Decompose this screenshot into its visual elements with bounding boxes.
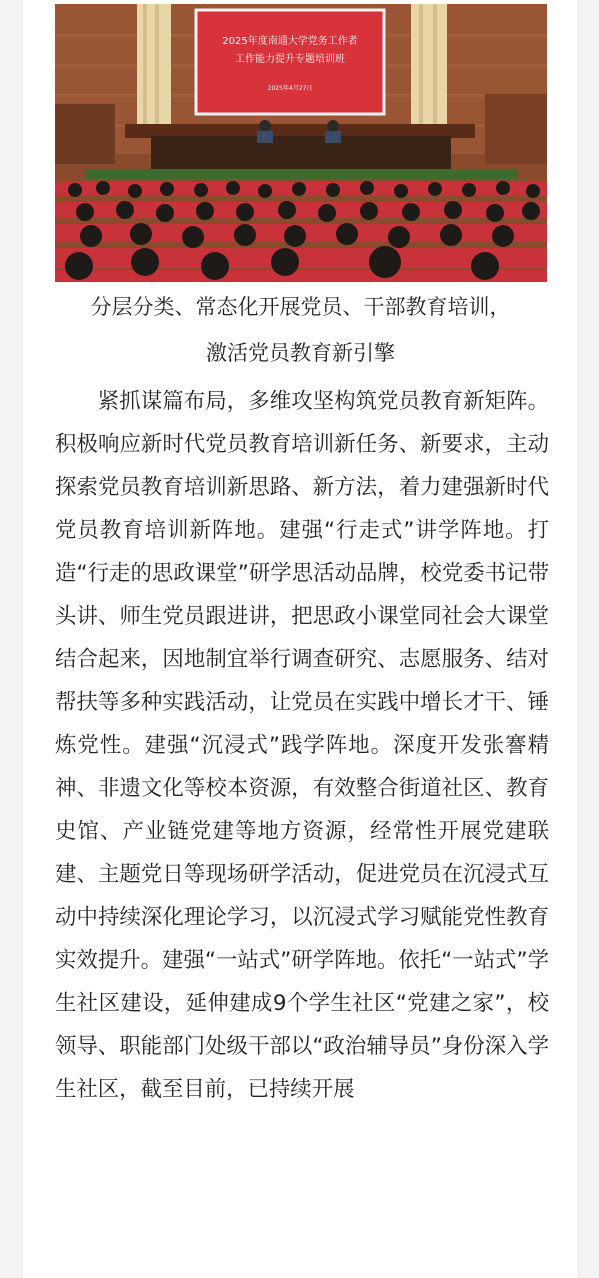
banner-title-line2: 工作能力提升专题培训班 — [235, 54, 345, 65]
photo-caption-line1: 分层分类、常态化开展党员、干部教育培训， — [90, 295, 511, 319]
article-page — [22, 0, 579, 1278]
article-paragraph: 紧抓谋篇布局，多维攻坚构筑党员教育新矩阵。积极响应新时代党员教育培训新任务、新要求，主动探索党员教育培训新思路、新方法，着力建强新时代党员教育培训新阵地。建强“行走式”讲学阵地。打造“行走的思政课堂”研学思活动品牌，校党委书记带头讲、师生党员跟进讲，把思政小课堂同社会大课堂结合起来，因地制宜举行调查研究、志愿服务、结对帮扶等多种实践活动，让党员在实践中增长才干、锤炼党性。建强“沉浸式”践学阵地。深度开发张謇精神、非遗文化等校本资源，有效整合街道社区、教育史馆、产业链党建等地方资源，经常性开展党建联建、主题党日等现场研学活动，促进党员在沉浸式互动中持续深化理论学习，以沉浸式学习赋能党性教育实效提升。建强“一站式”研学阵地。依托“一站式”学生社区建设，延伸建成9个学生社区“党建之家”，校领导、职能部门处级干部以“政治辅导员”身份深入学生社区，截至目前，已持续开展 — [55, 389, 549, 1102]
meeting-photo — [55, 4, 547, 282]
banner-title-line1: 2025年度南通大学党务工作者 — [222, 36, 358, 47]
photo-caption-line2: 激活党员教育新引擎 — [206, 341, 395, 365]
banner-date: 2025年4月27日 — [267, 85, 313, 92]
